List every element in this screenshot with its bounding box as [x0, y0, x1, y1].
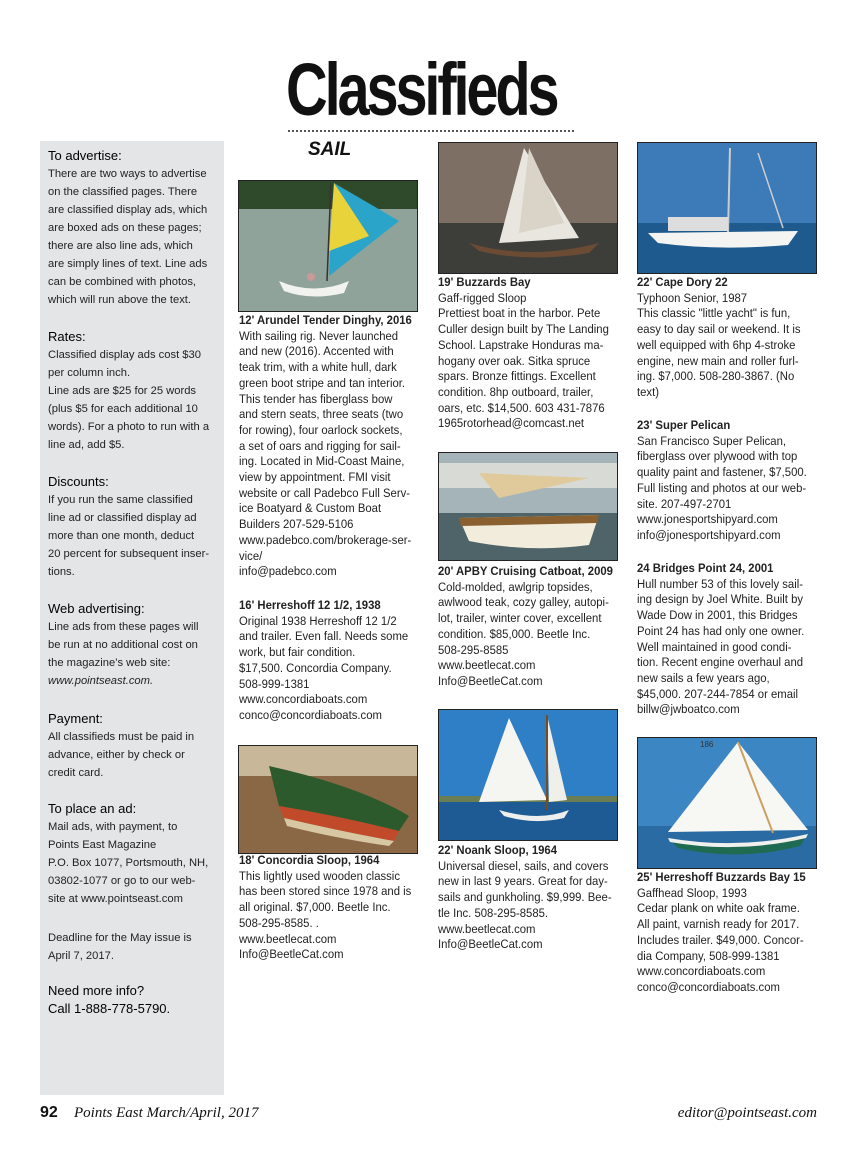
- sidebar-line: there are also line ads, which: [48, 240, 193, 252]
- ad-line: green boot stripe and tan interior.: [239, 375, 406, 390]
- sidebar-line: site at www.pointseast.com: [48, 893, 183, 905]
- sidebar-line: 03802-1077 or go to our web-: [48, 875, 196, 887]
- section-label: SAIL: [308, 139, 352, 160]
- sidebar-line: Mail ads, with payment, to: [48, 821, 178, 833]
- dinghy-photo: [238, 180, 418, 312]
- ad-line: new in last 9 years. Great for day-: [438, 874, 608, 889]
- sidebar-line: Deadline for the May issue is: [48, 932, 192, 944]
- sidebar-heading: Rates:: [48, 329, 86, 344]
- sidebar-block: [48, 710, 224, 782]
- ad-line: $45,000. 207-244-7854 or email: [637, 686, 799, 701]
- ad-contact-link[interactable]: Info@BeetleCat.com: [438, 937, 543, 952]
- ad-title: 22' Cape Dory 22: [637, 275, 728, 289]
- ad-line: Prettiest boat in the harbor. Pete: [438, 306, 601, 321]
- sail-number: 186: [700, 740, 714, 749]
- ad-line: Cold-molded, awlgrip topsides,: [438, 579, 593, 594]
- ad-line: vice/: [239, 548, 263, 563]
- ad-line: Cedar plank on white oak frame.: [637, 901, 800, 916]
- ad-title: 16' Herreshoff 12 1/2, 1938: [239, 598, 381, 612]
- sidebar-line: per column inch.: [48, 367, 131, 379]
- ad-line: condition. $85,000. Beetle Inc.: [438, 626, 591, 641]
- ad-contact-link[interactable]: Info@BeetleCat.com: [239, 947, 344, 962]
- sidebar-line: All classifieds must be paid in: [48, 731, 195, 743]
- ad-line: Gaff-rigged Sloop: [438, 290, 527, 305]
- sidebar-line: are boxed ads on these pages;: [48, 222, 202, 234]
- ad-contact-link[interactable]: www.beetlecat.com: [438, 921, 536, 936]
- sidebar-heading: To place an ad:: [48, 801, 137, 816]
- sidebar-line: are simply lines of text. Line ads: [48, 258, 208, 270]
- sidebar-line: the magazine’s web site:: [48, 657, 171, 669]
- ad-line: 508-999-1381: [239, 676, 310, 691]
- ad-line: has been stored since 1978 and is: [239, 884, 412, 899]
- sidebar-line: If you run the same classified: [48, 494, 193, 506]
- classified-ad: [239, 853, 411, 963]
- classified-ad: [637, 870, 806, 996]
- ad-line: This tender has fiberglass bow: [239, 391, 393, 406]
- sidebar-block: [48, 800, 224, 908]
- ad-line: ing. Located in Mid-Coast Maine,: [239, 454, 405, 469]
- ad-line: Hull number 53 of this lovely sail-: [637, 576, 804, 591]
- ad-line: view by appointment. FMI visit: [239, 470, 391, 485]
- ad-title: 12' Arundel Tender Dinghy, 2016: [239, 313, 412, 327]
- ad-line: work, but fair condition.: [239, 645, 356, 660]
- ad-line: School. Lapstrake Honduras ma-: [438, 337, 604, 352]
- ad-line: site. 207-497-2701: [637, 496, 732, 511]
- ad-line: Full listing and photos at our web-: [637, 480, 807, 495]
- title-rule: [288, 130, 574, 132]
- ad-line: With sailing rig. Never launched: [239, 328, 399, 343]
- classified-ad: [239, 313, 412, 580]
- ad-contact-link[interactable]: billw@jwboatco.com: [637, 702, 740, 717]
- sidebar-line: advance, either by check or: [48, 749, 185, 761]
- ad-contact-link[interactable]: Info@BeetleCat.com: [438, 673, 543, 688]
- ad-line: hogany over oak. Sitka spruce: [438, 353, 591, 368]
- sidebar-line: www.pointseast.com.: [48, 675, 154, 687]
- classified-ad: [637, 561, 804, 718]
- sidebar-line: (plus $5 for each additional 10: [48, 403, 198, 415]
- ad-title: 20' APBY Cruising Catboat, 2009: [438, 564, 613, 578]
- ad-line: and new (2016). Accented with: [239, 344, 394, 359]
- sidebar-line: Line ads are $25 for 25 words: [48, 385, 197, 397]
- ad-line: teak trim, with a white hull, dark: [239, 360, 397, 375]
- ad-line: Builders 207-529-5106: [239, 517, 354, 532]
- ad-title: 18' Concordia Sloop, 1964: [239, 853, 380, 867]
- sidebar-line: Line ads from these pages will: [48, 621, 199, 633]
- ad-line: quality paint and fastener, $7,500.: [637, 465, 807, 480]
- sidebar-line: tions.: [48, 566, 75, 578]
- ad-title: 23' Super Pelican: [637, 418, 731, 432]
- ad-line: easy to day sail or weekend. It is: [637, 322, 801, 337]
- ad-line: awlwood teak, cozy galley, autopi-: [438, 595, 609, 610]
- sidebar-line: which will run above the text.: [48, 294, 192, 306]
- buzzards-bay-photo: [438, 142, 618, 274]
- catboat-photo: [438, 452, 618, 561]
- ad-line: $17,500. Concordia Company.: [239, 660, 392, 675]
- ad-line: Universal diesel, sails, and covers: [438, 858, 609, 873]
- ad-line: and stern seats, three seats (two: [239, 407, 404, 422]
- ad-contact-link[interactable]: www.concordiaboats.com: [637, 964, 766, 979]
- page-number: 92: [40, 1104, 58, 1121]
- sidebar-line: There are two ways to advertise: [48, 168, 207, 180]
- noank-photo: [438, 709, 618, 841]
- classified-ad: [438, 843, 612, 953]
- sidebar-block: [48, 929, 224, 965]
- sidebar-heading: Payment:: [48, 711, 103, 726]
- ad-contact-link[interactable]: conco@concordiaboats.com: [239, 707, 382, 722]
- ad-line: tle Inc. 508-295-8585.: [438, 905, 549, 920]
- ad-contact-link[interactable]: info@jonesportshipyard.com: [637, 527, 781, 542]
- ad-line: Well maintained in good condi-: [637, 639, 792, 654]
- classified-ad: [438, 275, 609, 432]
- ad-line: fiberglass over plywood with top: [637, 449, 798, 464]
- sidebar-block: [48, 328, 224, 454]
- ad-line: all original. $7,000. Beetle Inc.: [239, 900, 391, 915]
- ad-contact-link[interactable]: 1965rotorhead@comcast.net: [438, 416, 585, 431]
- ad-line: Gaffhead Sloop, 1993: [637, 885, 747, 900]
- ad-line: This lightly used wooden classic: [239, 868, 400, 883]
- sidebar-block: [48, 982, 224, 1018]
- classified-ad: [637, 275, 801, 401]
- sidebar-line: words). For a photo to run with a: [48, 421, 210, 433]
- concordia-photo: [238, 745, 418, 854]
- classified-ad: [637, 418, 807, 544]
- herreshoff-bb15-photo: [637, 737, 817, 869]
- sidebar-line: are classified display ads, which: [48, 204, 208, 216]
- ad-line: tion. Recent engine overhaul and: [637, 655, 804, 670]
- ad-contact-link[interactable]: www.beetlecat.com: [239, 931, 337, 946]
- sidebar-line: Classified display ads cost $30: [48, 349, 201, 361]
- ad-line: sails and gunkholing. $9,999. Bee-: [438, 890, 612, 905]
- sidebar-line: 20 percent for subsequent inser-: [48, 548, 210, 560]
- ad-line: well equipped with 6hp 4-stroke: [637, 337, 796, 352]
- sidebar-line: Call 1-888-778-5790.: [48, 1001, 171, 1016]
- sidebar-line: more than one month, deduct: [48, 530, 195, 542]
- ad-line: a set of oars and rigging for sail-: [239, 438, 401, 453]
- ad-line: spars. Bronze fittings. Excellent: [438, 369, 596, 384]
- sidebar-line: be run at no additional cost on: [48, 639, 198, 651]
- page-title: Classifieds: [286, 48, 557, 131]
- ad-line: Wade Dow in 2001, this Bridges: [637, 608, 798, 623]
- cape-dory-photo: [637, 142, 817, 274]
- sidebar-heading: Discounts:: [48, 474, 109, 489]
- ad-line: condition. 8hp outboard, trailer,: [438, 384, 594, 399]
- sidebar-line: P.O. Box 1077, Portsmouth, NH,: [48, 857, 209, 869]
- editor-email: editor@pointseast.com: [677, 1105, 817, 1121]
- ad-line: and trailer. Even fall. Needs some: [239, 629, 409, 644]
- sidebar-line: Points East Magazine: [48, 839, 157, 851]
- ad-line: ice Boatyard & Custom Boat: [239, 501, 382, 516]
- ad-title: 19' Buzzards Bay: [438, 275, 531, 289]
- ad-line: ing. $7,000. 508-280-3867. (No: [637, 369, 795, 384]
- ad-line: lot, trailer, winter cover, excellent: [438, 611, 602, 626]
- ad-title: 25' Herreshoff Buzzards Bay 15: [637, 870, 806, 884]
- sidebar-heading: To advertise:: [48, 148, 122, 163]
- ad-line: Culler design built by The Landing: [438, 322, 609, 337]
- ad-line: Includes trailer. $49,000. Concor-: [637, 932, 804, 947]
- sidebar-line: line ad, add $5.: [48, 439, 125, 451]
- ad-contact-link[interactable]: www.beetlecat.com: [438, 658, 536, 673]
- ad-line: oars, etc. $14,500. 603 431-7876: [438, 400, 605, 415]
- ad-contact-link[interactable]: conco@concordiaboats.com: [637, 979, 780, 994]
- sidebar-line: can be combined with photos,: [48, 276, 197, 288]
- magazine-issue: Points East March/April, 2017: [74, 1105, 259, 1121]
- ad-line: ing design by Joel White. Built by: [637, 592, 804, 607]
- sidebar-block: [48, 600, 224, 690]
- sidebar-block: [48, 147, 224, 309]
- sidebar-line: credit card.: [48, 767, 104, 779]
- ad-line: Original 1938 Herreshoff 12 1/2: [239, 613, 397, 628]
- ad-line: engine, new main and roller furl-: [637, 353, 799, 368]
- ad-line: All paint, varnish ready for 2017.: [637, 917, 800, 932]
- ad-line: text): [637, 384, 660, 399]
- ad-line: Typhoon Senior, 1987: [637, 290, 748, 305]
- ad-contact-link[interactable]: info@padebco.com: [239, 564, 337, 579]
- ad-line: San Francisco Super Pelican,: [637, 433, 787, 448]
- ad-line: new sails a few years ago,: [637, 670, 770, 685]
- ad-contact-link[interactable]: www.jonesportshipyard.com: [637, 512, 778, 527]
- ad-contact-link[interactable]: www.padebco.com/brokerage-ser-: [239, 532, 412, 547]
- ad-line: dia Company, 508-999-1381: [637, 948, 780, 963]
- ad-contact-link[interactable]: www.concordiaboats.com: [239, 692, 368, 707]
- sidebar-line: Need more info?: [48, 983, 145, 998]
- ad-line: Point 24 has had only one owner.: [637, 623, 805, 638]
- sidebar-line: April 7, 2017.: [48, 950, 114, 962]
- ad-line: This classic "little yacht" is fun,: [637, 306, 791, 321]
- ad-title: 24 Bridges Point 24, 2001: [637, 561, 774, 575]
- sidebar-line: on the classified pages. There: [48, 186, 198, 198]
- classified-ad: [239, 598, 408, 724]
- ad-title: 22' Noank Sloop, 1964: [438, 843, 558, 857]
- sidebar-block: [48, 473, 224, 581]
- sidebar-line: line ad or classified display ad: [48, 512, 197, 524]
- sidebar-heading: Web advertising:: [48, 601, 145, 616]
- ad-line: 508-295-8585: [438, 642, 509, 657]
- ad-line: 508-295-8585. .: [239, 915, 319, 930]
- ad-line: for rowing), four oarlock sockets,: [239, 422, 403, 437]
- ad-line: website or call Padebco Full Serv-: [239, 485, 411, 500]
- classified-ad: [438, 564, 613, 690]
